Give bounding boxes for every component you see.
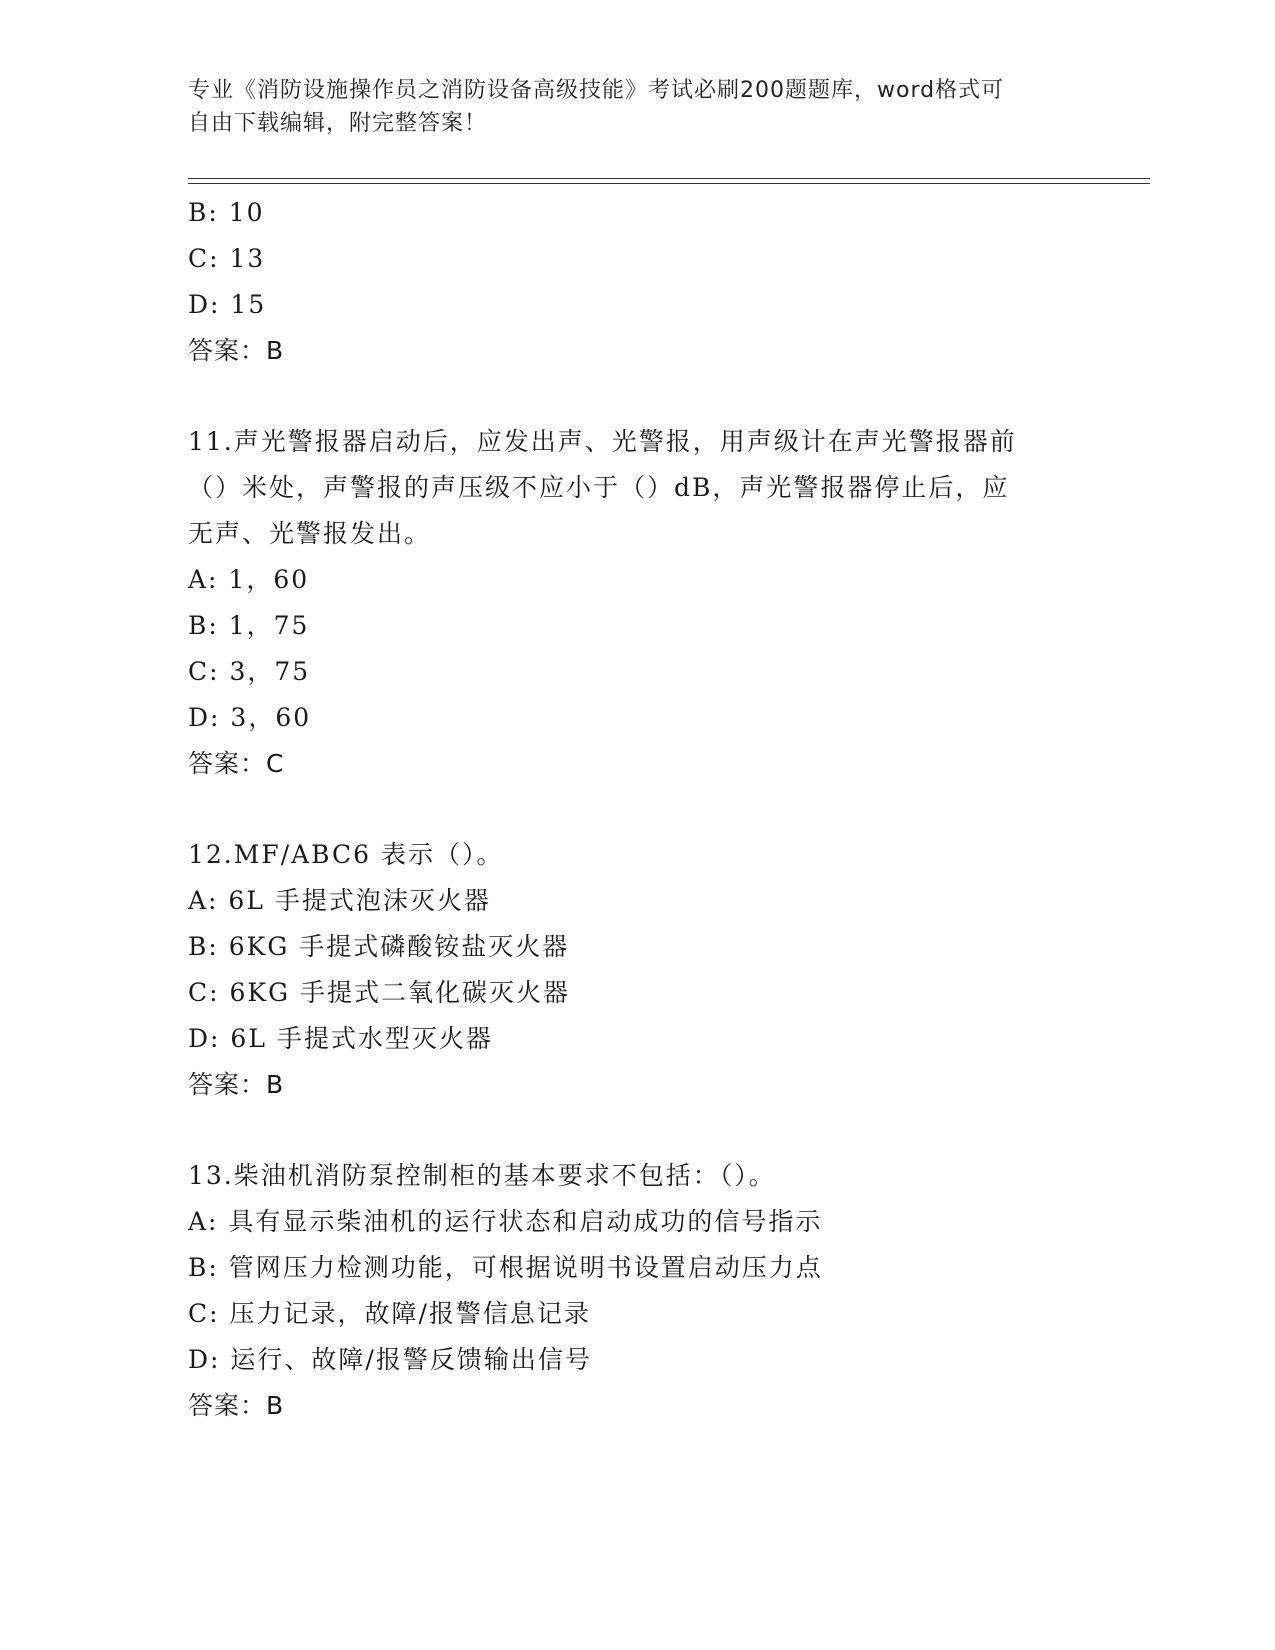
option-b: B: 6KG 手提式磷酸铵盐灭火器 [188,932,570,961]
answer-line: 答案：B [188,1391,285,1420]
header-divider-bottom [188,183,1150,184]
option-a: A: 具有显示柴油机的运行状态和启动成功的信号指示 [188,1207,823,1236]
page-header [188,74,1068,140]
question-11 [188,419,1088,787]
option-d: D: 6L 手提式水型灭火器 [188,1024,493,1053]
option-b: B: 1，75 [188,611,310,640]
header-line-1: 专业《消防设施操作员之消防设备高级技能》考试必刷200题题库，word格式可 [188,78,1005,103]
option-d: D: 3，60 [188,703,312,732]
header-divider-top [188,178,1150,179]
option-d: D: 15 [188,290,267,319]
option-c: C: 13 [188,244,266,273]
question-text-line: 11.声光警报器启动后，应发出声、光警报，用声级计在声光警报器前 [188,427,1017,456]
question-text-line: （）米处，声警报的声压级不应小于（）dB，声光警报器停止后，应 [188,473,1010,502]
option-c: C: 6KG 手提式二氧化碳灭火器 [188,978,570,1007]
option-c: C: 3，75 [188,657,311,686]
question-content [188,190,1088,1429]
question-text-line: 13.柴油机消防泵控制柜的基本要求不包括：（）。 [188,1161,776,1190]
answer-line: 答案：B [188,1070,285,1099]
option-b: B: 10 [188,198,265,227]
question-text-line: 无声、光警报发出。 [188,519,432,548]
header-line-2: 自由下载编辑，附完整答案！ [188,111,488,136]
question-13 [188,1153,1088,1429]
answer-line: 答案：B [188,336,285,365]
option-c: C: 压力记录，故障/报警信息记录 [188,1299,591,1328]
question-12 [188,832,1088,1108]
option-d: D: 运行、故障/报警反馈输出信号 [188,1345,592,1374]
prev-question-block [188,190,1088,374]
option-b: B: 管网压力检测功能，可根据说明书设置启动压力点 [188,1253,823,1282]
option-a: A: 6L 手提式泡沫灭火器 [188,886,491,915]
option-a: A: 1，60 [188,565,310,594]
answer-line: 答案：C [188,749,285,778]
question-text-line: 12.MF/ABC6 表示（）。 [188,840,504,869]
